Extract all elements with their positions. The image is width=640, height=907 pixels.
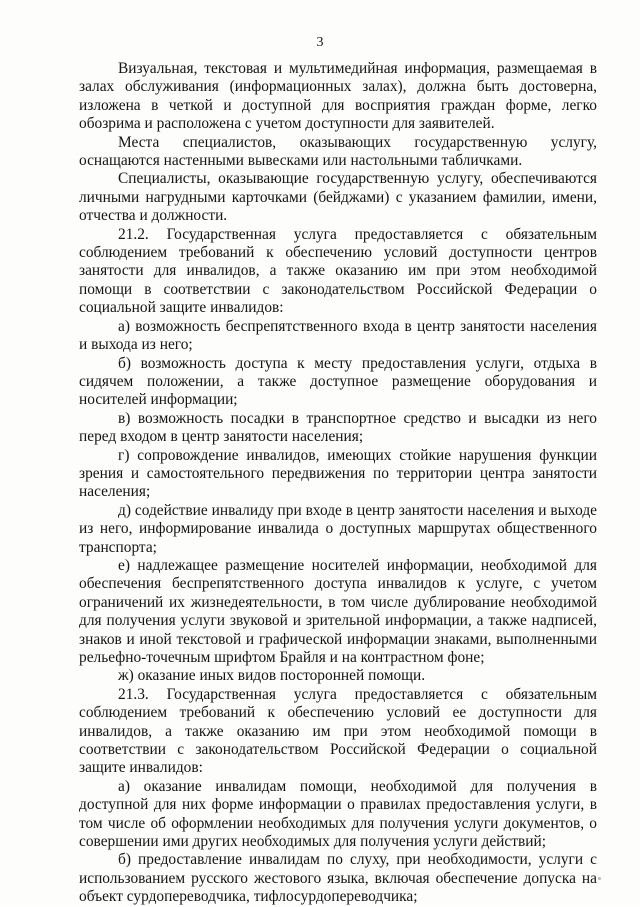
list-item-21-2-d: д) содействие инвалиду при входе в центр занятости населения и выходе из него, информирование инвалида о доступных маршрутах общественного транспорта;	[79, 501, 597, 556]
list-item-21-3-b: б) предоставление инвалидам по слуху, при необходимости, услуги с использованием русского жестового языка, включая обеспечение допуска на объект сурдопереводчика, тифлосурдопереводчика;	[79, 851, 597, 906]
list-item-21-2-zh: ж) оказание иных видов посторонней помощи.	[118, 667, 426, 685]
paragraph-specialist-badges: Специалисты, оказывающие государственную услугу, обеспечиваются личными нагрудными карточками (бейджами) с указанием фамилии, имени, отчества и должности.	[79, 170, 597, 225]
page-number: 3	[316, 35, 324, 50]
paragraph-clause-21-3: 21.3. Государственная услуга предоставляется с обязательным соблюдением требований к обеспечению условий ее доступности для инвалидов, а также оказанию им при этом необходимой помощи в соответствии с законодательством Российской Федерации о социальной защите инвалидов:	[79, 685, 597, 777]
scan-speck	[598, 877, 601, 880]
document-body	[79, 60, 597, 907]
paragraph-clause-21-2: 21.2. Государственная услуга предоставляется с обязательным соблюдением требований к обеспечению условий доступности центров занятости для инвалидов, а также оказанию им при этом необходимой помощи в соответствии с законодательством Российской Федерации о социальной защите инвалидов:	[79, 225, 597, 317]
list-item-21-3-a: а) оказание инвалидам помощи, необходимой для получения в доступной для них форме информации о правилах предоставления услуги, в том числе об оформлении необходимых для получения услуги документов, о совершении ими других необходимых для получения услуги действий;	[79, 777, 597, 851]
list-item-21-2-b: б) возможность доступа к месту предоставления услуги, отдыха в сидячем положении, а также доступное размещение оборудования и носителей информации;	[79, 354, 597, 409]
list-item-21-2-e: е) надлежащее размещение носителей информации, необходимой для обеспечения беспрепятственного доступа инвалидов к услуге, с учетом ограничений их жизнедеятельности, в том числе дублирование необходимой для получения услуги звуковой и зрительной информации, а также надписей, знаков и иной текстовой и графической информации знаками, выполненными рельефно-точечным шрифтом Брайля и на контрастном фоне;	[79, 556, 597, 666]
paragraph-specialist-places: Места специалистов, оказывающих государственную услугу, оснащаются настенными вывесками или настольными табличками.	[79, 133, 597, 170]
list-item-21-2-v: в) возможность посадки в транспортное средство и высадки из него перед входом в центр занятости населения;	[79, 409, 597, 446]
list-item-21-2-a: а) возможность беспрепятственного входа в центр занятости населения и выхода из него;	[79, 317, 597, 354]
list-item-21-2-g: г) сопровождение инвалидов, имеющих стойкие нарушения функции зрения и самостоятельного передвижения по территории центра занятости населения;	[79, 446, 597, 501]
paragraph-visual-info: Визуальная, текстовая и мультимедийная информация, размещаемая в залах обслуживания (информационных залах), должна быть достоверна, изложена в четкой и доступной для восприятия граждан форме, легко обозрима и расположена с учетом доступности для заявителей.	[79, 60, 597, 133]
